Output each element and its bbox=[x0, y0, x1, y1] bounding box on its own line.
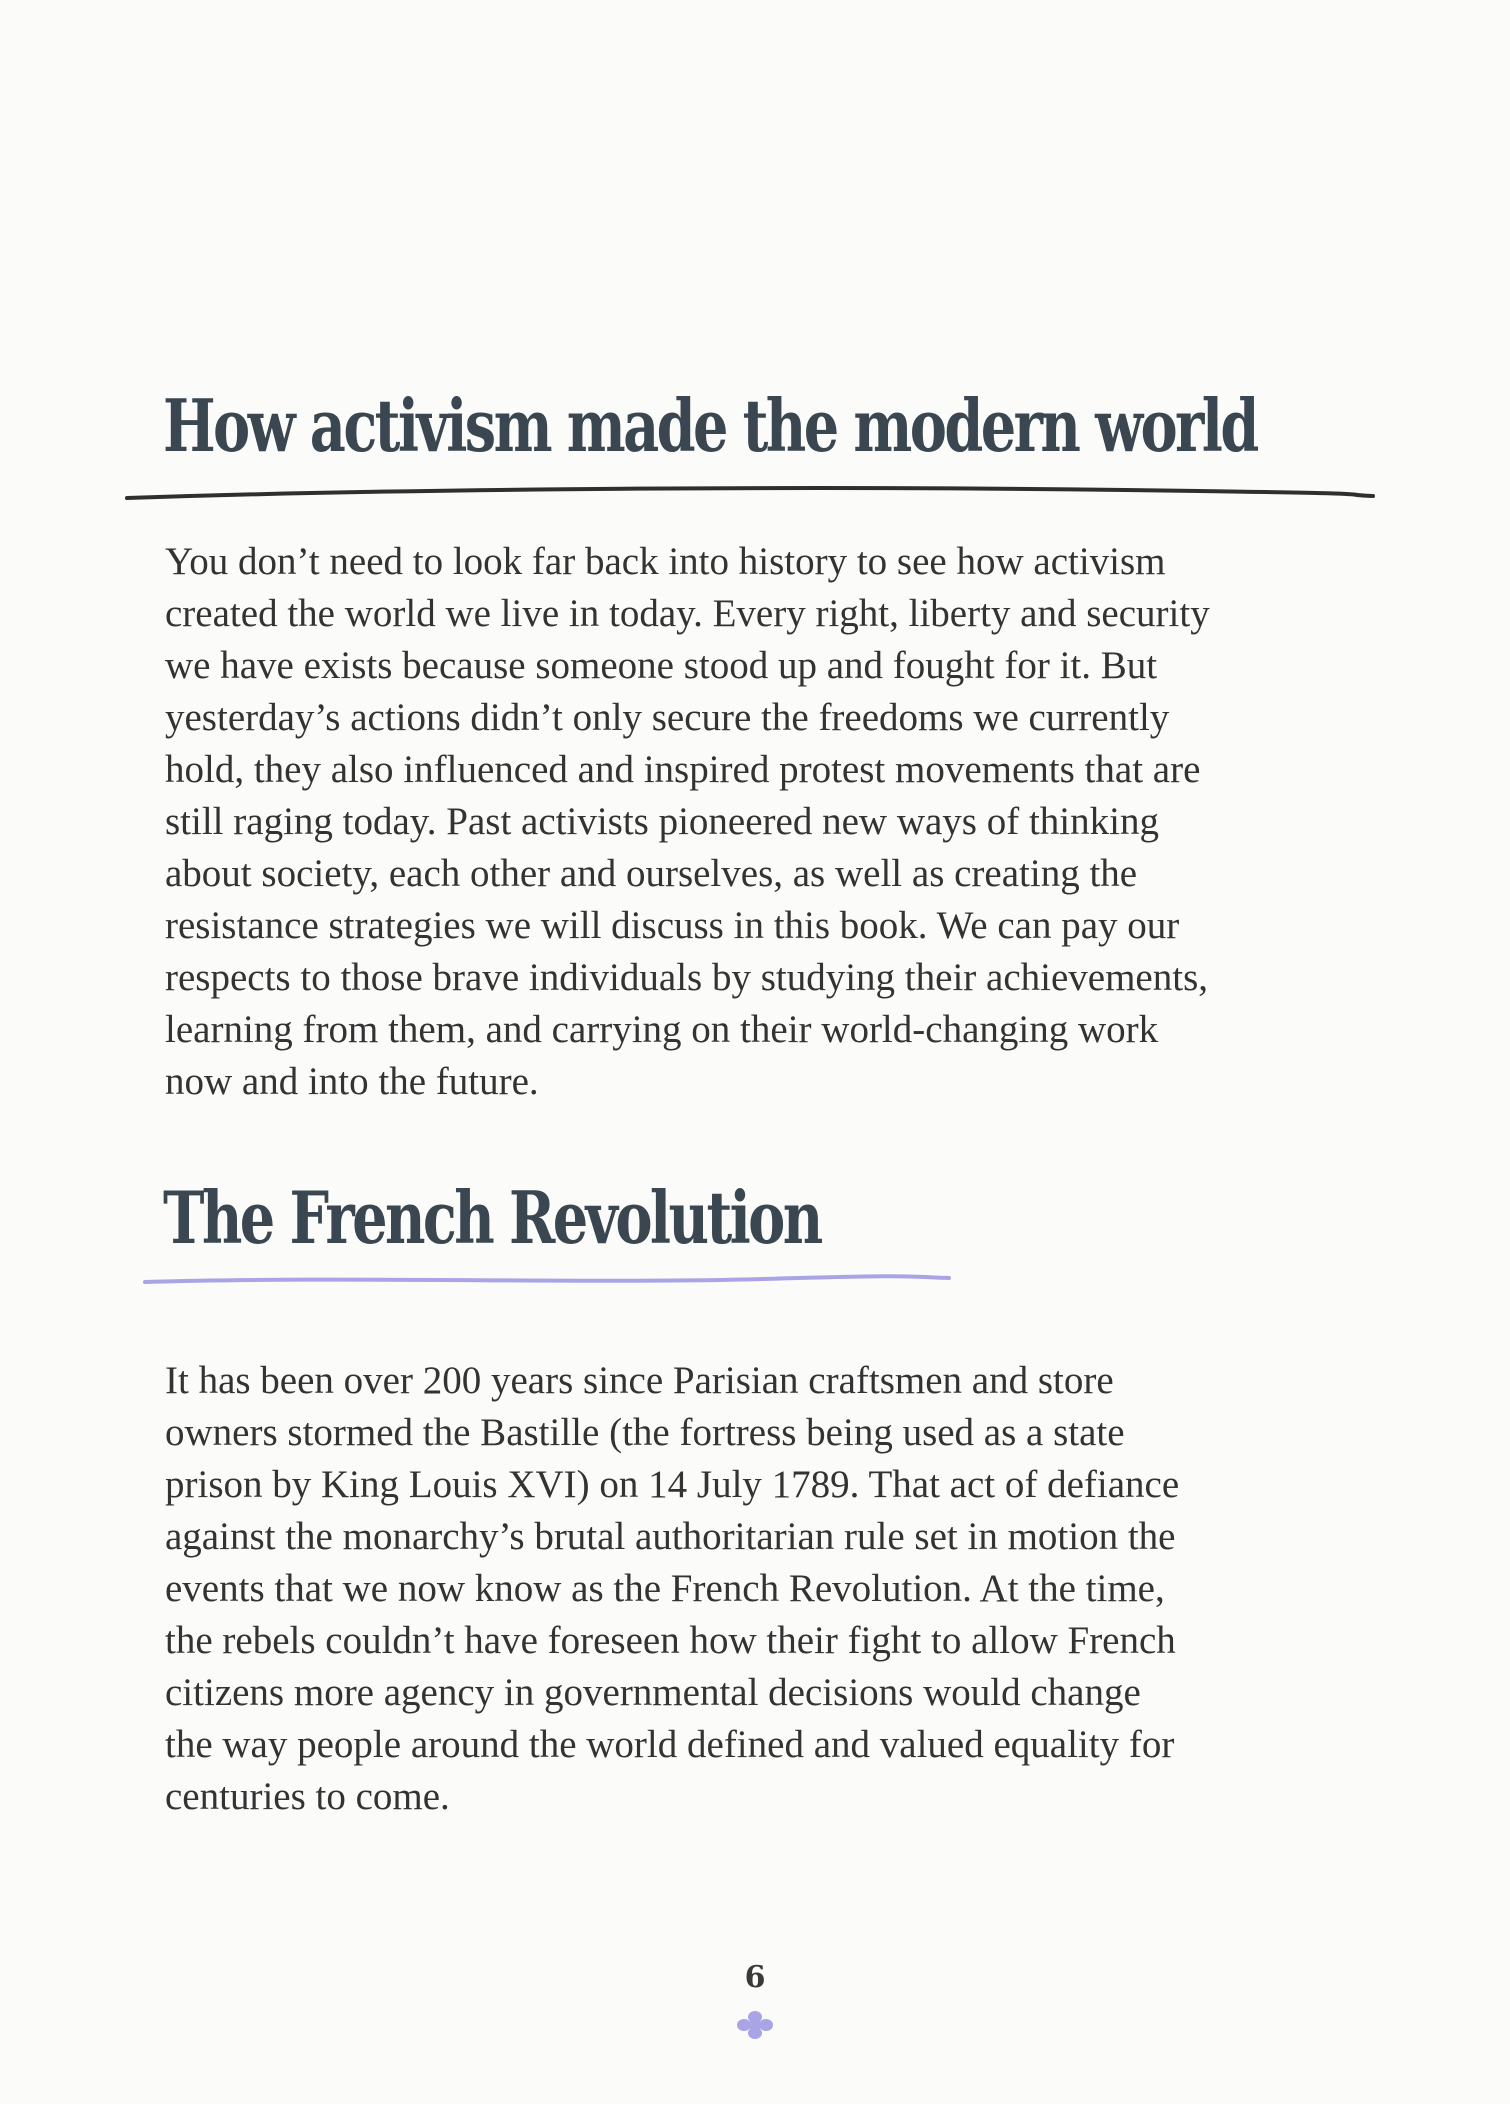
paragraph-french-revolution bbox=[165, 1355, 1365, 1823]
flower-ornament-icon bbox=[737, 2010, 773, 2040]
text-line: still raging today. Past activists pioneered new ways of thinking bbox=[165, 800, 1159, 843]
text-line: hold, they also influenced and inspired protest movements that are bbox=[165, 748, 1201, 791]
paragraph-activism bbox=[165, 536, 1365, 1108]
text-line: It has been over 200 years since Parisian craftsmen and store bbox=[165, 1359, 1114, 1402]
text-line: learning from them, and carrying on their world-changing work bbox=[165, 1008, 1159, 1051]
text-line: respects to those brave individuals by studying their achievements, bbox=[165, 956, 1209, 999]
text-line: created the world we live in today. Every right, liberty and security bbox=[165, 592, 1210, 635]
text-line: about society, each other and ourselves, as well as creating the bbox=[165, 852, 1138, 895]
heading-underline-activism bbox=[125, 478, 1375, 508]
section-heading-french-revolution: The French Revolution bbox=[163, 1175, 821, 1260]
page-number: 6 bbox=[744, 1960, 766, 1995]
text-line: the way people around the world defined and valued equality for bbox=[165, 1723, 1175, 1766]
text-line: prison by King Louis XVI) on 14 July 1789. That act of defiance bbox=[165, 1463, 1180, 1506]
text-line: events that we now know as the French Revolution. At the time, bbox=[165, 1567, 1165, 1610]
text-line: You don’t need to look far back into history to see how activism bbox=[165, 540, 1166, 583]
heading-underline-french-revolution bbox=[143, 1268, 953, 1292]
text-line: centuries to come. bbox=[165, 1775, 450, 1818]
text-line: against the monarchy’s brutal authoritarian rule set in motion the bbox=[165, 1515, 1176, 1558]
text-line: owners stormed the Bastille (the fortress being used as a state bbox=[165, 1411, 1125, 1454]
text-line: now and into the future. bbox=[165, 1060, 539, 1103]
text-line: resistance strategies we will discuss in this book. We can pay our bbox=[165, 904, 1180, 947]
text-line: yesterday’s actions didn’t only secure the freedoms we currently bbox=[165, 696, 1170, 739]
section-heading-activism: How activism made the modern world bbox=[163, 383, 1257, 468]
text-line: citizens more agency in governmental decisions would change bbox=[165, 1671, 1141, 1714]
text-line: the rebels couldn’t have foreseen how their fight to allow French bbox=[165, 1619, 1176, 1662]
text-line: we have exists because someone stood up and fought for it. But bbox=[165, 644, 1158, 687]
